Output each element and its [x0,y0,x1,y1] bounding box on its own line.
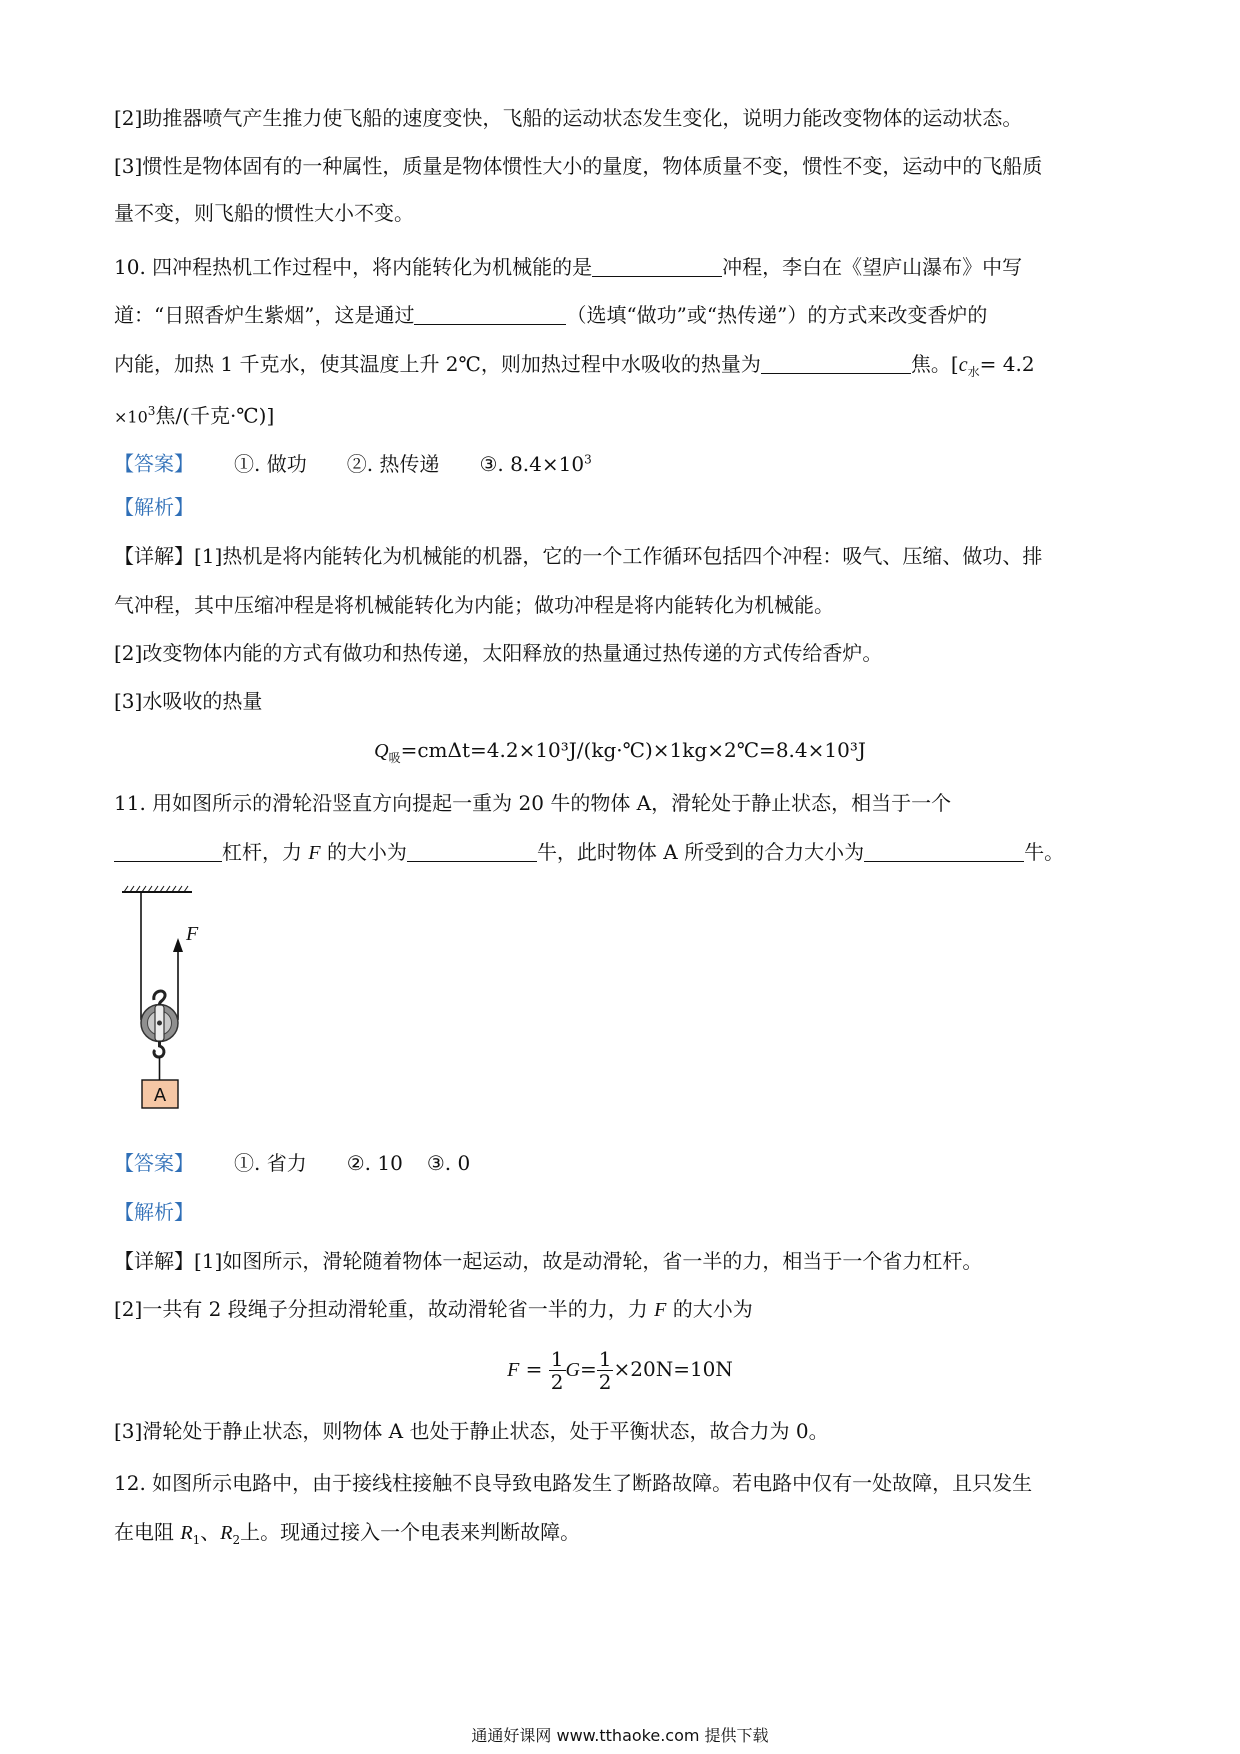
analysis-tag: 【解析】 [114,495,194,519]
question-10-answer: 【答案】 ①. 做功 ②. 热传递 ③. $8.4\times 10^3$ [114,451,592,476]
force-arrow-head [173,938,183,952]
fraction: $\frac{1}{2}$ [550,1347,564,1394]
text-line: [3]惯性是物体固有的一种属性，质量是物体惯性大小的量度，物体质量不变，惯性不变，运动中的飞船质 [114,154,1043,178]
question-12-line-2: 在电阻 $R_1$、$R_2$上。现通过接入一个电表来判断故障。 [114,1520,581,1547]
text-line: [2]一共有 2 段绳子分担动滑轮重，故动滑轮省一半的力，力 F 的大小为 [114,1297,753,1321]
question-10-line-4: $\times 10^3$焦/(千克·℃)] [114,403,275,428]
force-equation: F = $\frac{1}{2}$ G= $\frac{1}{2}$ ×20N=10N [507,1347,733,1394]
bottom-hook [154,1041,164,1057]
answer-tag: 【答案】 [114,1151,194,1175]
question-11-answer: 【答案】 ①. 省力 ②. 10 ③. 0 [114,1151,471,1175]
pulley-diagram [110,880,220,1140]
question-11-line-2: 杠杆，力 F 的大小为 牛，此时物体 A 所受到的合力大小为 牛。 [114,837,1064,868]
text-line: [2]助推器喷气产生推力使飞船的速度变快，飞船的运动状态发生变化，说明力能改变物体的运动状态。 [114,106,1023,130]
page-footer: 通通好课网 www.tthaoke.com 提供下载 [471,1726,769,1745]
text-line: 气冲程，其中压缩冲程是将机械能转化为内能；做功冲程是将内能转化为机械能。 [114,593,834,617]
text-line: [2]改变物体内能的方式有做功和热传递，太阳释放的热量通过热传递的方式传给香炉。 [114,641,883,665]
question-12-line-1: 12. 如图所示电路中，由于接线柱接触不良导致电路发生了断路故障。若电路中仅有一处故障，且只发生 [114,1471,1033,1495]
fraction: $\frac{1}{2}$ [598,1347,612,1394]
answer-tag: 【答案】 [114,451,194,476]
top-hook [154,991,165,1005]
pulley-axle [157,1021,162,1026]
answer-blank [592,256,722,277]
heat-equation: $Q_吸=cm\Delta t=4.2\times 10^3J/(kg\cdot℃)\times 1kg\times 2℃=8.4\times 10^3J$ [374,738,866,765]
detail-tag: 【详解】 [114,544,194,568]
answer-blank [114,841,222,862]
answer-blank [407,841,537,862]
block-label: A [153,1085,167,1106]
answer-blank [414,304,566,325]
analysis-tag: 【解析】 [114,1200,194,1224]
detail-tag: 【详解】 [114,1249,194,1273]
question-10-line-2: 道：“日照香炉生紫烟”，这是通过 （选填“做功”或“热传递”）的方式来改变香炉的 [114,303,988,327]
text-line: 量不变，则飞船的惯性大小不变。 [114,201,414,225]
answer-blank [864,841,1024,862]
question-10-line-3: 内能，加热 1 千克水，使其温度上升 2℃，则加热过程中水吸收的热量为 焦。[$c_水= 4.2$ [114,352,1035,379]
detail-line: 【详解】[1]如图所示，滑轮随着物体一起运动，故是动滑轮，省一半的力，相当于一个省力杠杆。 [114,1249,983,1273]
force-label: F [186,923,199,945]
text-line: [3]水吸收的热量 [114,689,263,713]
answer-blank [761,353,911,374]
text-line: [3]滑轮处于静止状态，则物体 A 也处于静止状态，处于平衡状态，故合力为 0。 [114,1419,829,1443]
detail-line: 【详解】[1]热机是将内能转化为机械能的机器，它的一个工作循环包括四个冲程：吸气、压缩、做功、排 [114,544,1043,568]
question-10-line-1: 10. 四冲程热机工作过程中，将内能转化为机械能的是 冲程，李白在《望庐山瀑布》中写 [114,255,1023,279]
question-11-line-1: 11. 用如图所示的滑轮沿竖直方向提起一重为 20 牛的物体 A，滑轮处于静止状态，相当于一个 [114,791,952,815]
